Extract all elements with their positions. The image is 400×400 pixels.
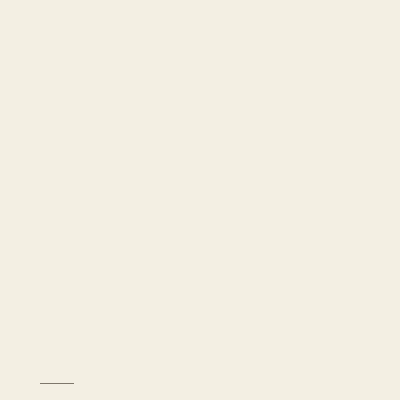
section-divider bbox=[40, 383, 74, 384]
